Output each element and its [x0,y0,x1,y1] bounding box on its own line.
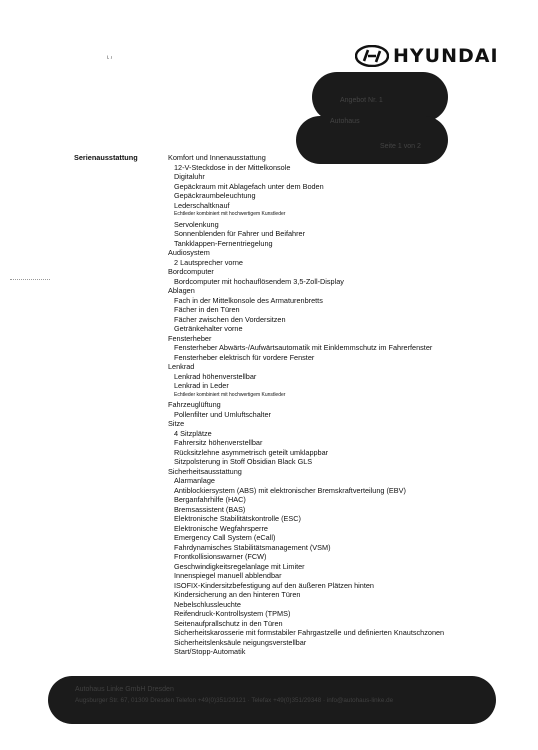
divider [10,279,50,280]
equipment-item: 4 Sitzplätze [174,428,212,438]
equipment-item: Lenkrad in Leder [174,381,229,390]
category-heading: Fahrzeuglüftung [168,400,221,409]
equipment-list [168,153,444,657]
equipment-item: Getränkehalter vorne [174,324,243,333]
equipment-item: Bremsassistent (BAS) [174,504,246,514]
section-label: Serienausstattung [74,153,138,162]
equipment-item: Kindersicherung an den hinteren Türen [174,590,301,599]
category-heading: Fensterheber [168,333,212,343]
category-heading: Ablagen [168,286,195,295]
equipment-note: Echtleder kombiniert mit hochwertigem Kunstleder [174,391,286,398]
hyundai-emblem-icon [355,45,389,67]
category-heading: Lenkrad [168,362,195,371]
redacted-offer-number: Angebot Nr. 1 [340,97,383,104]
equipment-note: Echtleder kombiniert mit hochwertigem Kunstleder [174,211,286,217]
equipment-item: Sicherheitskarosserie mit formstabiler Fahrgastzelle und definierten Knautschzonen [174,628,445,637]
equipment-item: Sonnenblenden für Fahrer und Beifahrer [174,229,306,238]
equipment-item: Fächer in den Türen [174,305,240,314]
equipment-item: Fächer zwischen den Vordersitzen [174,314,286,324]
equipment-item: Gepäckraum mit Ablagefach unter dem Boden [174,181,324,191]
equipment-item: Tankklappen-Fernentriegelung [174,238,273,248]
equipment-item: 2 Lautsprecher vorne [174,257,243,267]
equipment-item: 12-V-Steckdose in der Mittelkonsole [174,162,291,172]
equipment-item: Frontkollisionswarner (FCW) [174,552,267,561]
equipment-item: Berganfahrhilfe (HAC) [174,495,246,504]
equipment-item: Lederschaltknauf [174,200,230,210]
equipment-item: Sitzpolsterung in Stoff Obsidian Black GLS [174,457,313,466]
equipment-item: Fensterheber elektrisch für vordere Fenster [174,352,315,362]
hyundai-logo [355,45,499,67]
equipment-item: Fahrersitz höhenverstellbar [174,438,263,447]
category-heading: Sitze [168,419,185,428]
equipment-item: Digitaluhr [174,172,205,181]
equipment-item: Seitenaufprallschutz in den Türen [174,618,283,628]
redacted-dealer: Autohaus [330,118,360,125]
category-heading: Bordcomputer [168,267,214,276]
equipment-item: Sicherheitslenksäule neigungsverstellbar [174,637,307,647]
equipment-item: Reifendruck-Kontrollsystem (TPMS) [174,609,291,618]
equipment-item: Gepäckraumbeleuchtung [174,191,256,200]
equipment-item: Antiblockiersystem (ABS) mit elektronischer Bremskraftverteilung (EBV) [174,485,406,495]
equipment-item: Elektronische Wegfahrsperre [174,523,268,533]
brand-name: HYUNDAI [393,45,499,67]
category-heading: Audiosystem [168,248,210,257]
equipment-item: ISOFIX-Kindersitzbefestigung auf den äußeren Plätzen hinten [174,580,374,590]
footer-line-2: Augsburger Str. 67, 01309 Dresden Telefon +49(0)351/29121 · Telefax +49(0)351/29348 · info@autohaus-linke.de [75,697,394,704]
equipment-item: Lenkrad höhenverstellbar [174,371,257,381]
footer-line-1: Autohaus Linke GmbH Dresden [75,686,174,693]
equipment-item: Rücksitzlehne asymmetrisch geteilt umklappbar [174,447,329,457]
equipment-item: Pollenfilter und Umluftschalter [174,409,271,419]
equipment-item: Servolenkung [174,219,219,229]
scan-marks: ᴸ ʴ [107,56,113,62]
equipment-item: Nebelschlussleuchte [174,599,241,609]
equipment-item: Emergency Call System (eCall) [174,533,276,542]
equipment-item: Elektronische Stabilitätskontrolle (ESC) [174,514,301,523]
equipment-item: Innenspiegel manuell abblendbar [174,571,282,580]
equipment-item: Start/Stopp-Automatik [174,647,246,656]
equipment-item: Fach in der Mittelkonsole des Armaturenbretts [174,295,323,305]
equipment-item: Alarmanlage [174,476,215,485]
category-heading: Komfort und Innenausstattung [168,153,266,162]
equipment-item: Bordcomputer mit hochauflösendem 3,5-Zoll-Display [174,276,344,286]
equipment-item: Fensterheber Abwärts-/Aufwärtsautomatik mit Einklemmschutz im Fahrerfenster [174,343,433,352]
category-heading: Sicherheitsausstattung [168,466,242,476]
equipment-item: Geschwindigkeitsregelanlage mit Limiter [174,561,305,571]
redacted-page: Seite 1 von 2 [380,143,421,150]
equipment-item: Fahrdynamisches Stabilitätsmanagement (VSM) [174,542,331,552]
